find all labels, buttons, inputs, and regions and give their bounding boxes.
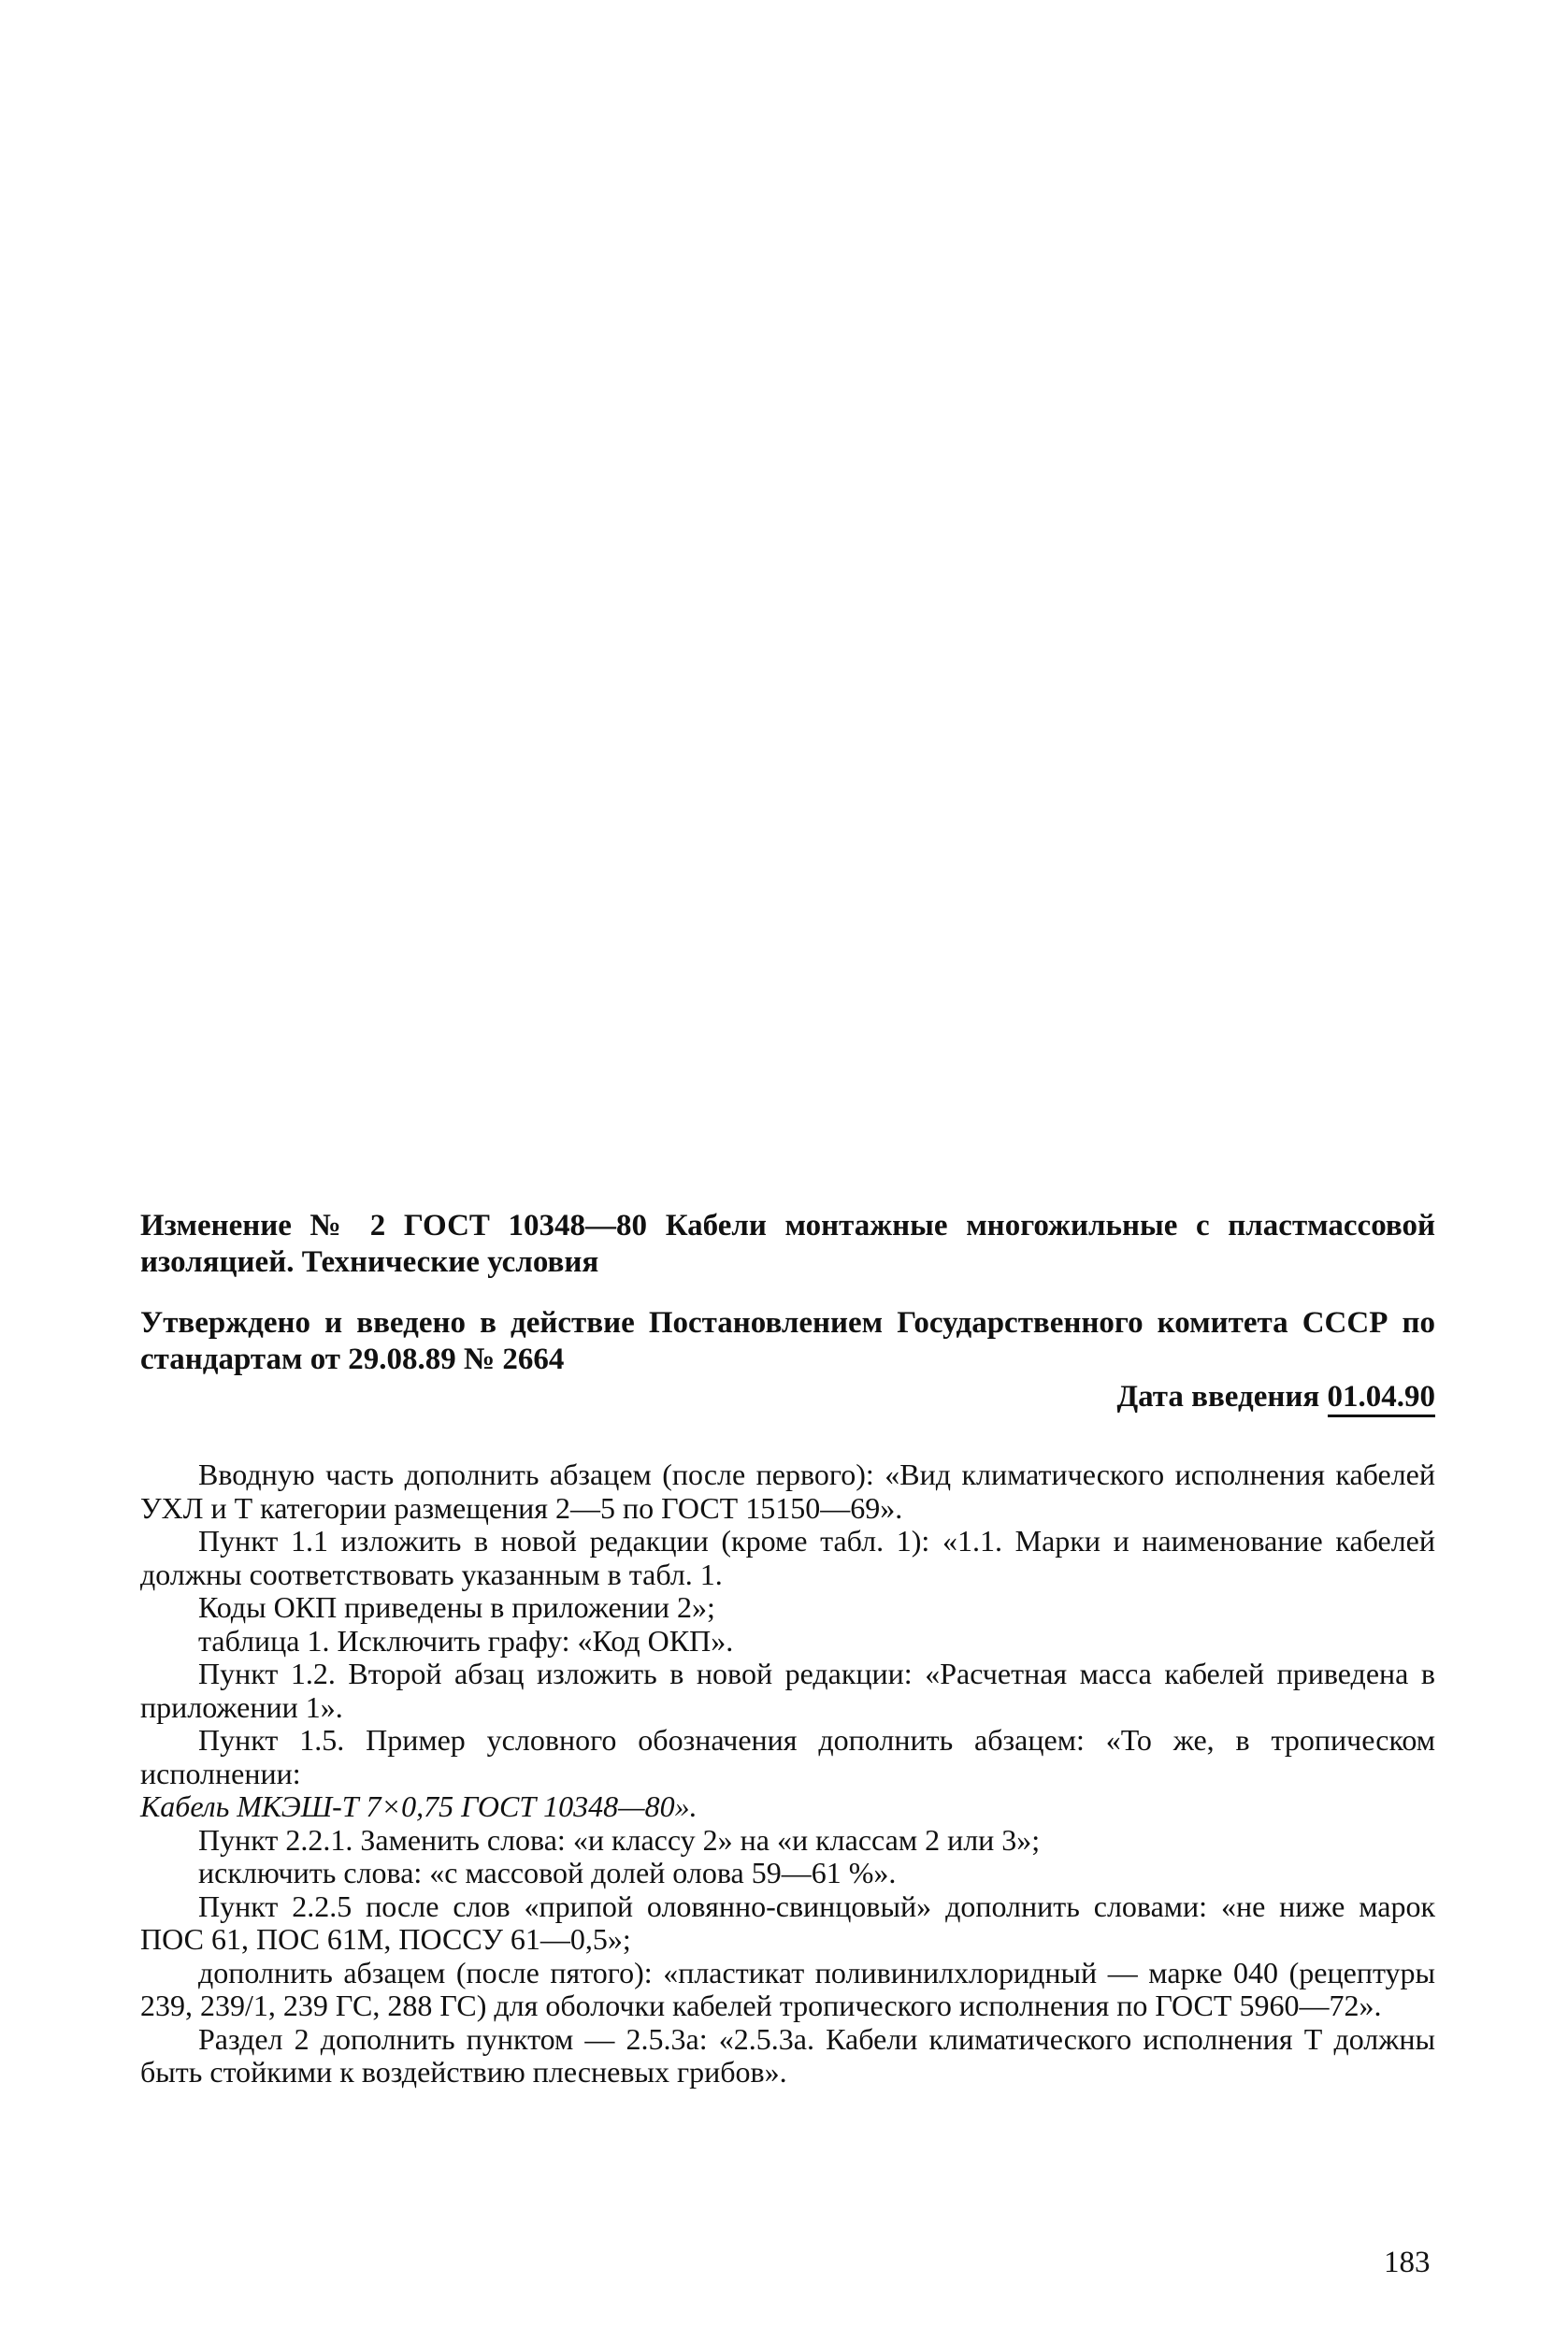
approval-statement: Утверждено и введено в действие Постановлением Государственного комитета СССР по стандартам от 29.08.89 № 2664 (140, 1306, 1435, 1376)
document-title: Изменение № 2 ГОСТ 10348—80 Кабели монтажные многожильные с пластмассовой изоляцией. Технические условия (140, 1209, 1435, 1279)
document-body (140, 1458, 1435, 2090)
effective-date-value: 01.04.90 (1328, 1380, 1436, 1417)
paragraph: Вводную часть дополнить абзацем (после первого): «Вид климатического исполнения кабелей УХЛ и Т категории размещения 2—5 по ГОСТ 15150—69». (140, 1458, 1435, 1525)
paragraph: Раздел 2 дополнить пунктом — 2.5.3а: «2.5.3а. Кабели климатического исполнения Т должны быть стойкими к воздействию плесневых грибов». (140, 2021, 1435, 2089)
paragraph: Коды ОКП приведены в приложении 2»; (198, 1590, 715, 1624)
page-number: 183 (1384, 2246, 1431, 2279)
paragraph: Пункт 2.2.5 после слов «припой оловянно-свинцовый» дополнить словами: «не ниже марок ПОС 61, ПОС 61М, ПОССУ 61—0,5»; (140, 1889, 1435, 1956)
document-page (140, 1208, 1435, 2090)
paragraph: Пункт 1.1 изложить в новой редакции (кроме табл. 1): «1.1. Марки и наименование кабелей должны соответствовать указанным в табл. 1. (140, 1524, 1435, 1591)
paragraph: Пункт 1.2. Второй абзац изложить в новой редакции: «Расчетная масса кабелей приведена в приложении 1». (140, 1657, 1435, 1724)
paragraph: Пункт 2.2.1. Заменить слова: «и классу 2» на «и классам 2 или 3»; (198, 1822, 1041, 1857)
paragraph: таблица 1. Исключить графу: «Код ОКП». (198, 1623, 734, 1658)
effective-date-label: Дата введения (1116, 1380, 1320, 1414)
paragraph: дополнить абзацем (после пятого): «пластикат поливинилхлоридный — марке 040 (рецептуры 239, 239/1, 239 ГС, 288 ГС) для оболочки кабелей тропического исполнения по ГОСТ 5960—72». (140, 1955, 1435, 2022)
effective-date (140, 1378, 1435, 1415)
paragraph: исключить слова: «с массовой долей олова 59—61 %». (198, 1856, 897, 1889)
designation-example: Кабель МКЭШ-Т 7×0,75 ГОСТ 10348—80». (140, 1789, 698, 1823)
paragraph: Пункт 1.5. Пример условного обозначения дополнить абзацем: «То же, в тропическом исполнении: (140, 1723, 1435, 1790)
